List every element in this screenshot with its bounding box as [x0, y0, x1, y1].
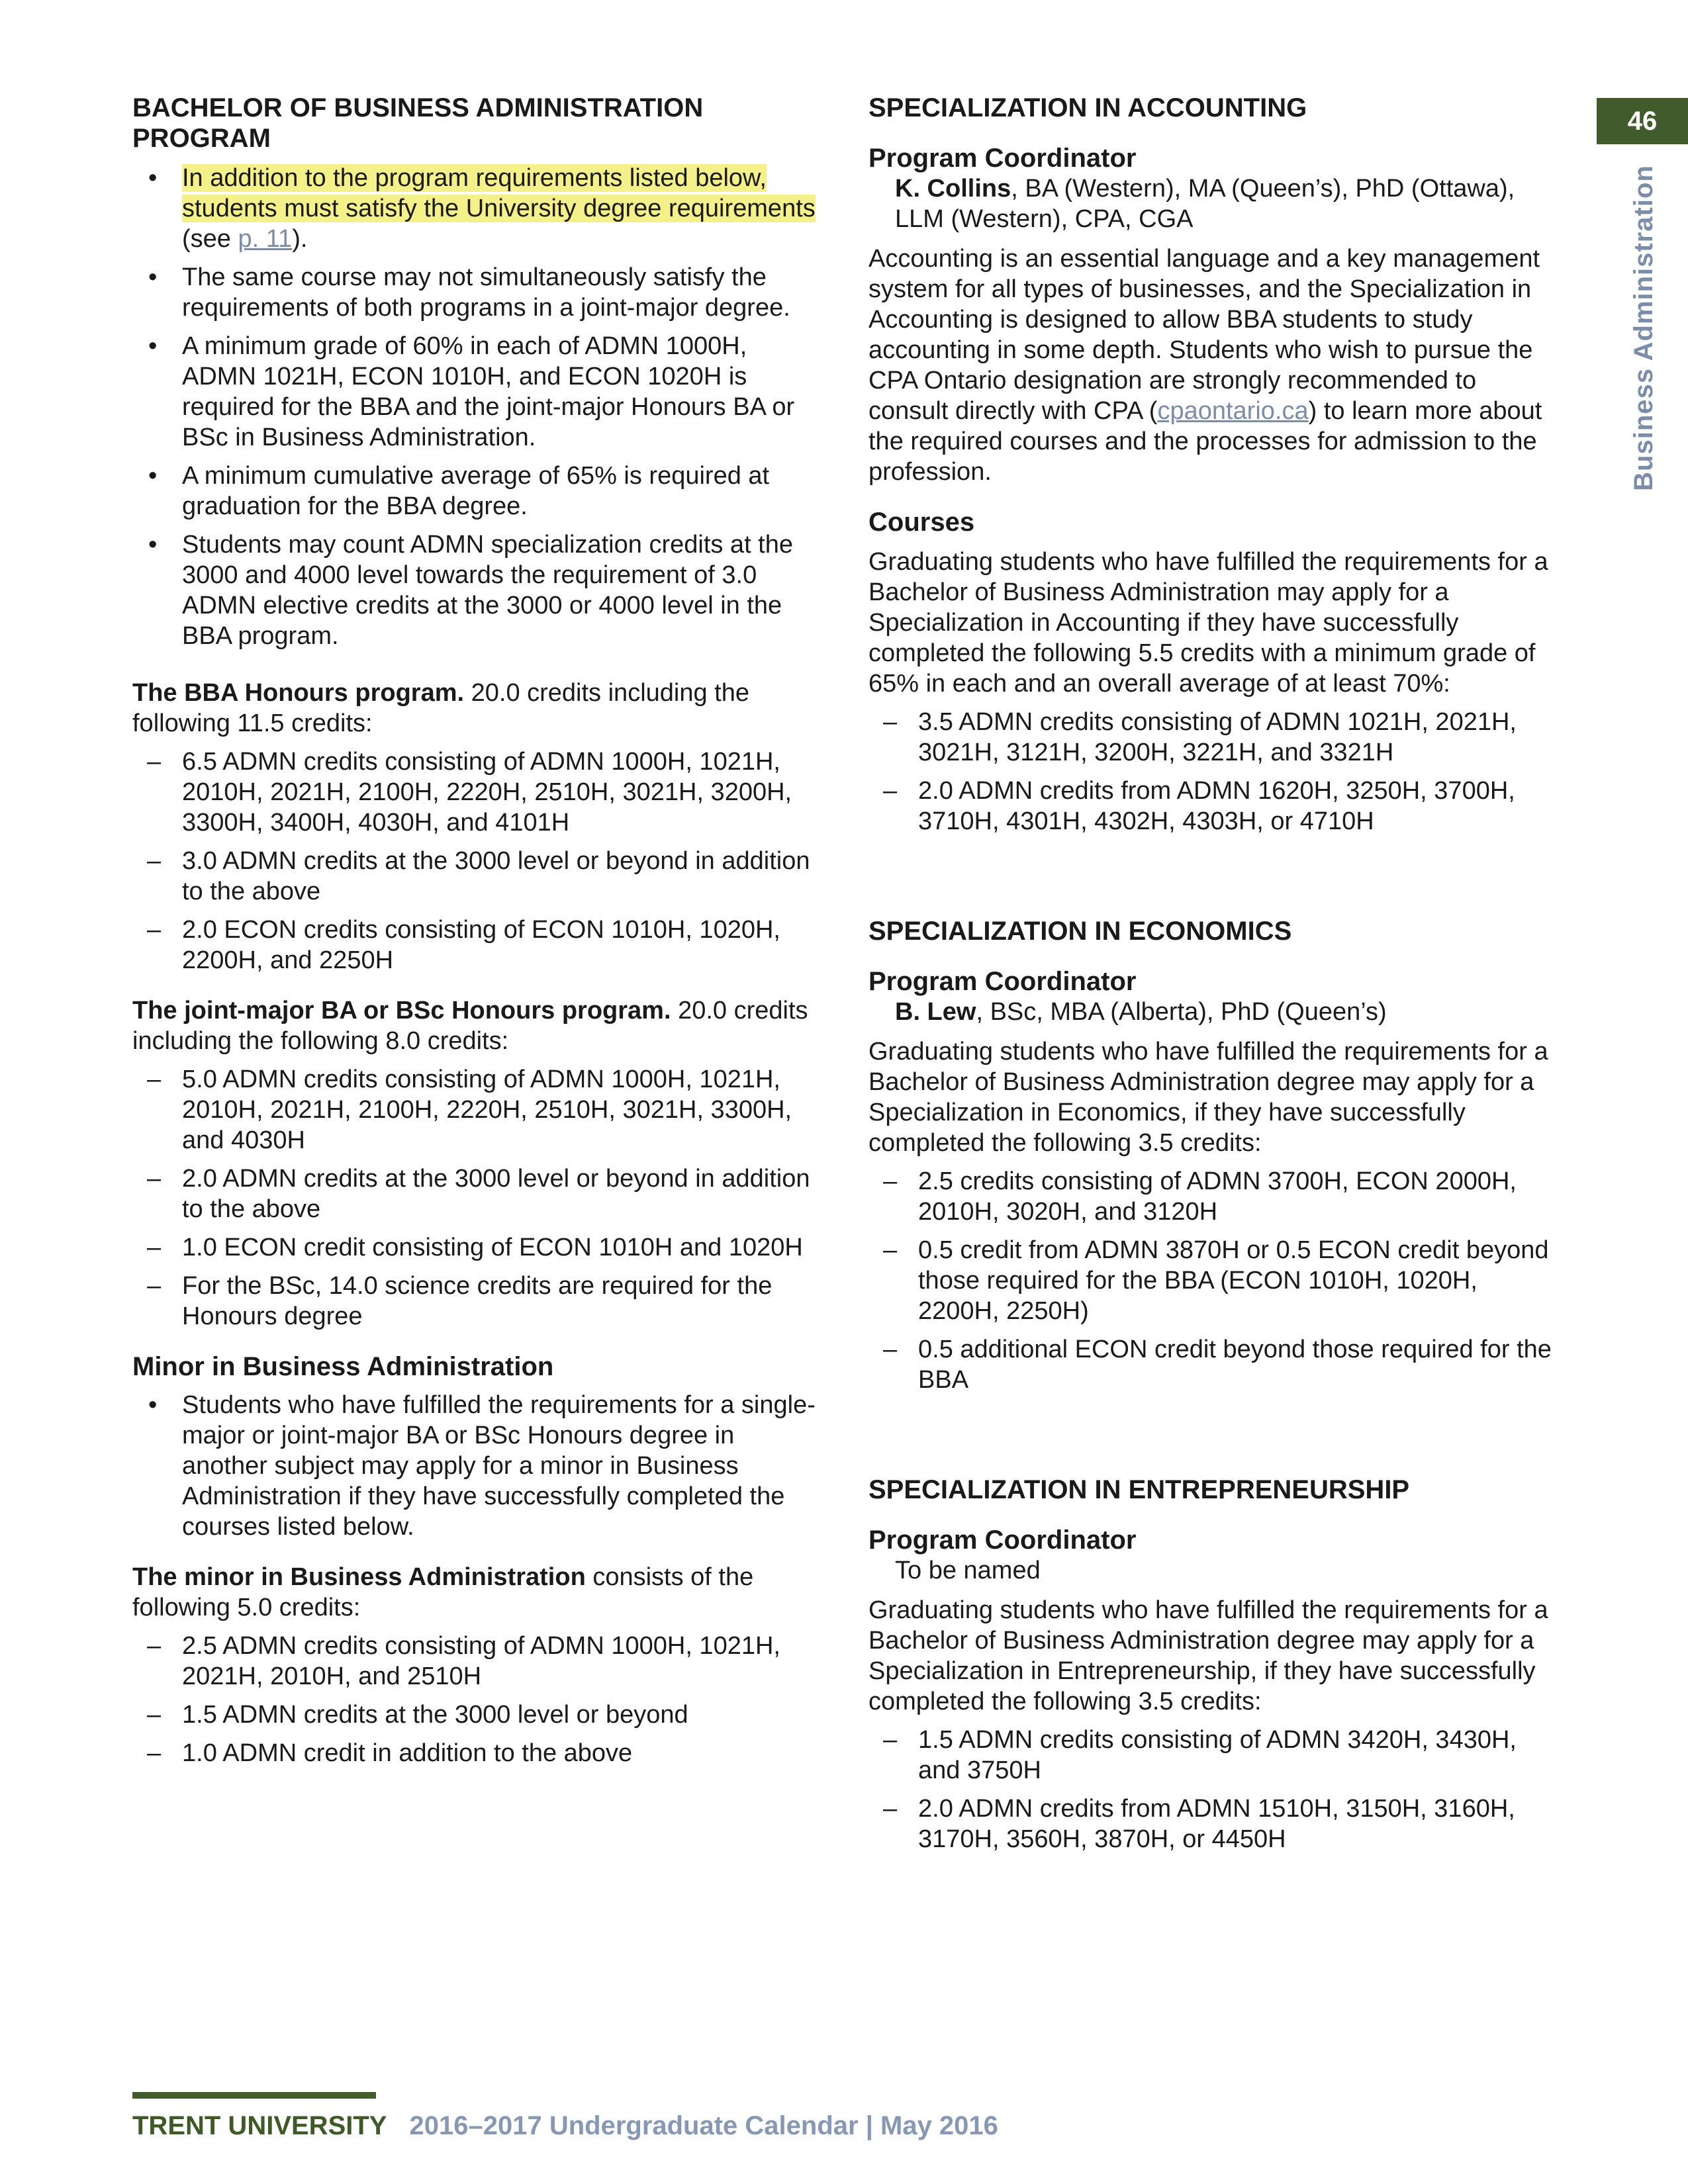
bba-program-heading: BACHELOR OF BUSINESS ADMINISTRATION PROGRAM	[132, 93, 704, 153]
list-item: – 2.5 credits consisting of ADMN 3700H, ECON 2000H, 2010H, 3020H, and 3120H	[868, 1166, 1560, 1227]
minor-heading: Minor in Business Administration	[132, 1352, 554, 1381]
minor-title: The minor in Business Administration	[132, 1563, 586, 1591]
list-item: • Students who have fulfilled the requirements for a single-major or joint-major BA or BSc Honours degree in another subject may apply for a minor in Business Administration if they have successfully completed the courses listed below.	[132, 1390, 824, 1542]
bba-honours-list	[132, 747, 824, 976]
list-item: • A minimum grade of 60% in each of ADMN 1000H, ADMN 1021H, ECON 1010H, and ECON 1020H is required for the BBA and the joint-major Honours BA or BSc in Business Administration.	[132, 331, 824, 453]
economics-heading: SPECIALIZATION IN ECONOMICS	[868, 917, 1292, 946]
joint-major-title: The joint-major BA or BSc Honours program.	[132, 997, 671, 1024]
list-item: – 5.0 ADMN credits consisting of ADMN 1000H, 1021H, 2010H, 2021H, 2100H, 2220H, 2510H, 3021H, 3300H, and 4030H	[132, 1064, 824, 1156]
right-column	[868, 93, 1560, 1854]
list-item: – 2.0 ADMN credits from ADMN 1510H, 3150H, 3160H, 3170H, 3560H, 3870H, or 4450H	[868, 1794, 1560, 1854]
footer-rule	[132, 2092, 376, 2099]
list-item: – 0.5 credit from ADMN 3870H or 0.5 ECON credit beyond those required for the BBA (ECON 1010H, 1020H, 2200H, 2250H)	[868, 1235, 1560, 1326]
joint-major-list	[132, 1064, 824, 1332]
page-link[interactable]: p. 11	[238, 225, 293, 253]
accounting-courses-text: Graduating students who have fulfilled the requirements for a Bachelor of Business Administration may apply for a Specialization in Accounting if they have successfully completed the following 5.5 credits with a minimum grade of 65% in each and an overall average of at least 70%:	[868, 548, 1548, 698]
list-item: – 1.5 ADMN credits at the 3000 level or beyond	[132, 1700, 824, 1730]
list-item: – 6.5 ADMN credits consisting of ADMN 1000H, 1021H, 2010H, 2021H, 2100H, 2220H, 2510H, 3021H, 3200H, 3300H, 3400H, 4030H, and 4101H	[132, 747, 824, 838]
entrepreneurship-coordinator-label: Program Coordinator	[868, 1525, 1137, 1555]
list-item: – 2.0 ECON credits consisting of ECON 1010H, 1020H, 2200H, and 2250H	[132, 915, 824, 976]
economics-text: Graduating students who have fulfilled the requirements for a Bachelor of Business Administration degree may apply for a Specialization in Economics, if they have successfully completed the following 3.5 credits:	[868, 1038, 1548, 1157]
accounting-heading: SPECIALIZATION IN ACCOUNTING	[868, 93, 1307, 122]
list-item: – 2.5 ADMN credits consisting of ADMN 1000H, 1021H, 2021H, 2010H, and 2510H	[132, 1631, 824, 1692]
list-item: – 1.5 ADMN credits consisting of ADMN 3420H, 3430H, and 3750H	[868, 1725, 1560, 1786]
list-item: – 1.0 ADMN credit in addition to the above	[132, 1738, 824, 1768]
list-item: – For the BSc, 14.0 science credits are required for the Honours degree	[132, 1271, 824, 1332]
page-number: 46	[1597, 98, 1688, 144]
entrepreneurship-coordinator: To be named	[895, 1557, 1041, 1584]
list-item: – 3.0 ADMN credits at the 3000 level or beyond in addition to the above	[132, 846, 824, 907]
footer-calendar: 2016–2017 Undergraduate Calendar | May 2016	[409, 2111, 998, 2140]
entrepreneurship-text: Graduating students who have fulfilled the requirements for a Bachelor of Business Administration degree may apply for a Specialization in Entrepreneurship, if they have successfully completed the following 3.5 credits:	[868, 1596, 1548, 1715]
list-item: – 3.5 ADMN credits consisting of ADMN 1021H, 2021H, 3021H, 3121H, 3200H, 3221H, and 3321H	[868, 707, 1560, 768]
entrepreneurship-heading: SPECIALIZATION IN ENTREPRENEURSHIP	[868, 1475, 1410, 1504]
bba-honours-intro: The BBA Honours program. 20.0 credits including the following 11.5 credits:	[132, 679, 749, 737]
minor-list	[132, 1631, 824, 1768]
list-item: – 1.0 ECON credit consisting of ECON 1010H and 1020H	[132, 1232, 824, 1263]
minor-intro: The minor in Business Administration consists of the following 5.0 credits:	[132, 1563, 754, 1621]
list-item: – 2.0 ADMN credits at the 3000 level or beyond in addition to the above	[132, 1163, 824, 1224]
list-item: • In addition to the program requirements listed below, students must satisfy the University degree requirements (see p. 11).	[132, 163, 824, 254]
list-item: – 2.0 ADMN credits from ADMN 1620H, 3250H, 3700H, 3710H, 4301H, 4302H, 4303H, or 4710H	[868, 776, 1560, 837]
list-item: • The same course may not simultaneously satisfy the requirements of both programs in a joint-major degree.	[132, 262, 824, 323]
list-item: • Students may count ADMN specialization credits at the 3000 and 4000 level towards the requirement of 3.0 ADMN elective credits at the 3000 or 4000 level in the BBA program.	[132, 529, 824, 651]
cpa-link[interactable]: cpaontario.ca	[1157, 397, 1309, 425]
bba-requirements-list	[132, 163, 824, 651]
highlighted-text: In addition to the program requirements listed below, students must satisfy the University degree requirements	[182, 164, 816, 222]
footer-university: TRENT UNIVERSITY	[132, 2111, 387, 2140]
list-item: • A minimum cumulative average of 65% is required at graduation for the BBA degree.	[132, 461, 824, 522]
section-side-label: Business Administration	[1628, 164, 1658, 491]
bba-honours-title: The BBA Honours program.	[132, 679, 465, 707]
accounting-coordinator: K. Collins, BA (Western), MA (Queen’s), PhD (Ottawa), LLM (Western), CPA, CGA	[895, 175, 1515, 233]
list-item: – 0.5 additional ECON credit beyond those required for the BBA	[868, 1334, 1560, 1395]
joint-major-intro: The joint-major BA or BSc Honours program. 20.0 credits including the following 8.0 credits:	[132, 997, 808, 1055]
accounting-courses-label: Courses	[868, 508, 975, 537]
entrepreneurship-list	[868, 1725, 1560, 1854]
left-column	[132, 93, 824, 1768]
accounting-description: Accounting is an essential language and a key management system for all types of businesses, and the Specialization in Accounting is designed to allow BBA students to study accounting in some depth. Students who wish to pursue the CPA Ontario designation are strongly recommended to consult directly with CPA (cpaontario.ca) to learn more about the required courses and the processes for admission to the profession.	[868, 245, 1542, 486]
accounting-coordinator-label: Program Coordinator	[868, 144, 1137, 173]
economics-coordinator: B. Lew, BSc, MBA (Alberta), PhD (Queen’s)	[895, 998, 1387, 1026]
economics-coordinator-label: Program Coordinator	[868, 967, 1137, 996]
economics-list	[868, 1166, 1560, 1395]
minor-bullet-list	[132, 1390, 824, 1542]
accounting-courses-list	[868, 707, 1560, 837]
footer	[132, 2110, 998, 2142]
